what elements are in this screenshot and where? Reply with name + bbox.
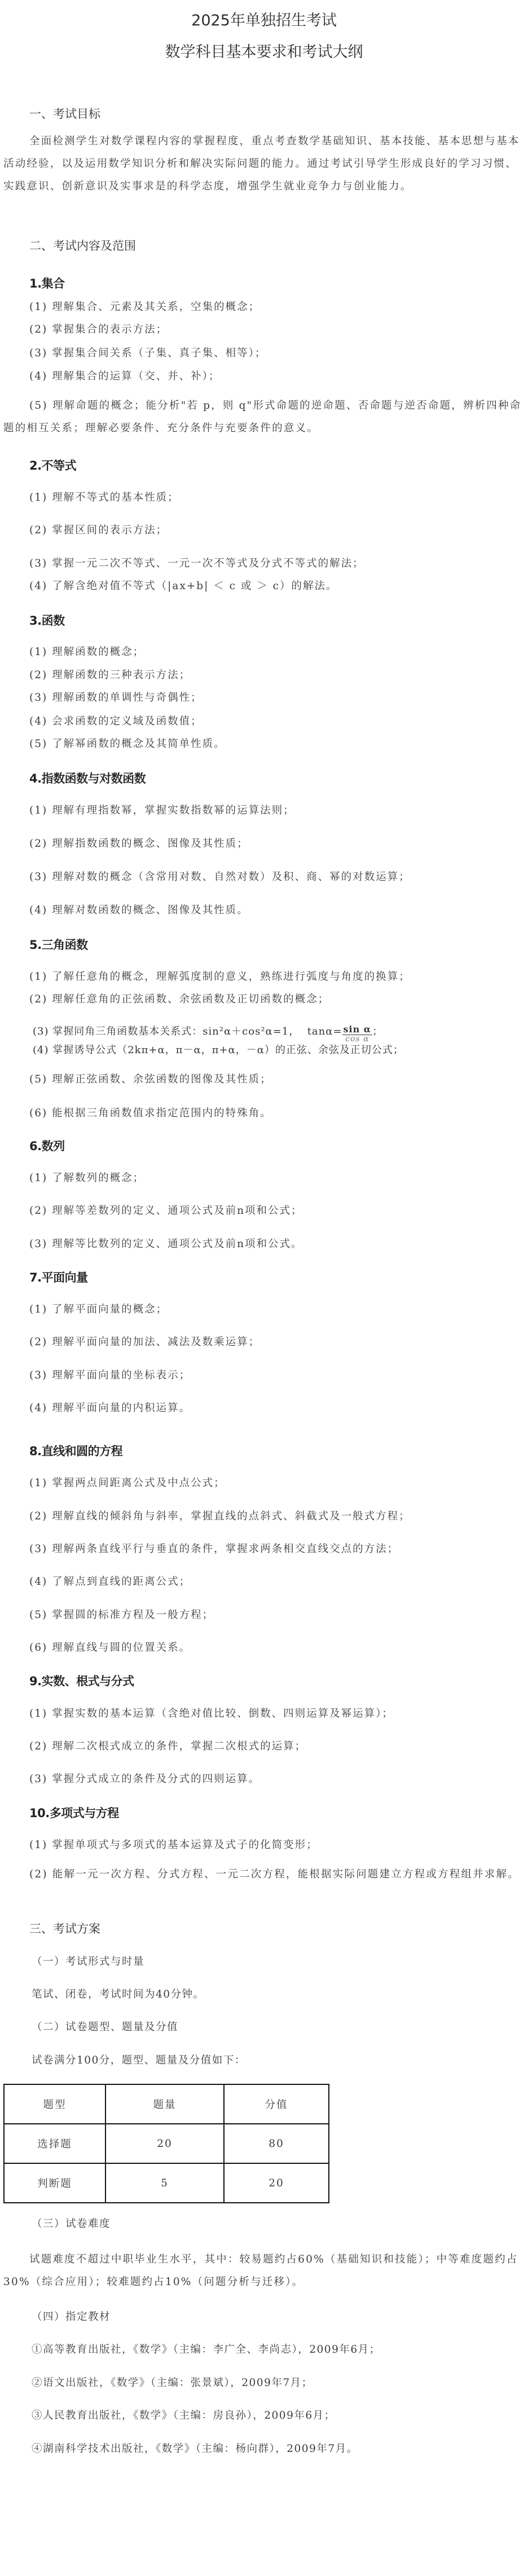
- subsection-heading-question-types: （二）试卷题型、题量及分值: [32, 2021, 179, 2033]
- formula-tan-lhs: tanα=: [307, 1026, 342, 1037]
- score-intro-text: 试卷满分100分，题型、题量及分值如下：: [32, 2054, 246, 2066]
- topic-title-polynomials: 10.多项式与方程: [29, 1806, 119, 1820]
- document-title-line1: 2025年单独招生考试: [191, 12, 337, 29]
- topic-item: (3) 理解对数的概念（含常用对数、自然对数）及积、商、幂的对数运算；: [29, 871, 411, 883]
- topic-item: (6) 能根据三角函数值求指定范围内的特殊角。: [29, 1107, 272, 1119]
- difficulty-paragraph: 试题难度不超过中职毕业生水平，其中：较易题约占60%（基础知识和技能）；中等难度题约占30%（综合应用）；较难题约占10%（问题分析与迁移）。: [3, 2254, 518, 2288]
- topic-item: (1) 掌握单项式与多项式的基本运算及式子的化简变形；: [29, 1839, 318, 1851]
- topic-item: (5) 掌握圆的标准方程及一般方程；: [29, 1609, 214, 1621]
- topic-item: (1) 理解有理指数幂，掌握实数指数幂的运算法则；: [29, 805, 295, 816]
- topic-item: (4) 理解对数函数的概念、图像及其性质。: [29, 904, 249, 916]
- subsection-heading-textbooks: （四）指定教材: [32, 2311, 111, 2323]
- section-heading-plan: 三、考试方案: [29, 1922, 100, 1936]
- topic-item: (3) 理解平面向量的坐标表示；: [29, 1369, 191, 1381]
- objective-paragraph: 全面检测学生对数学课程内容的掌握程度，重点考查数学基础知识、基本技能、基本思想与基本活动经验，以及运用数学知识分析和解决实际问题的能力。通过考试引导学生形成良好的学习习惯、实践意识、创新意识及实事求是的科学态度，增强学生就业竞争力与创业能力。: [3, 135, 520, 192]
- topic-item: (1) 了解平面向量的概念；: [29, 1304, 168, 1315]
- topic-title-lines-circles: 8.直线和圆的方程: [29, 1444, 123, 1458]
- section-heading-objective: 一、考试目标: [29, 107, 100, 121]
- topic-item: (3) 掌握集合间关系（子集、真子集、相等）；: [29, 347, 267, 359]
- topic-title-inequalities: 2.不等式: [29, 459, 77, 472]
- document-title-line2: 数学科目基本要求和考试大纲: [165, 43, 363, 61]
- table-row: [4, 2124, 329, 2163]
- topic-item: (4) 理解集合的运算（交、并、补）；: [29, 370, 221, 382]
- topic-title-sequences: 6.数列: [29, 1139, 65, 1153]
- formula-tail: ；: [372, 1026, 384, 1037]
- subsection-heading-difficulty: （三）试卷难度: [32, 2218, 111, 2230]
- topic-item: (2) 掌握集合的表示方法；: [29, 324, 168, 335]
- textbook-item: ④湖南科学技术出版社，《数学》（主编：杨向群），2009年7月。: [32, 2443, 358, 2455]
- table-row: [4, 2163, 329, 2203]
- topic-item: (3) 理解等比数列的定义、通项公式及前n项和公式。: [29, 1238, 303, 1250]
- table-header-row: [4, 2084, 329, 2124]
- textbook-item: ②语文出版社，《数学》（主编：张景斌），2009年7月；: [32, 2377, 313, 2389]
- table-header-cell: 分值: [224, 2084, 329, 2124]
- table-cell: 20: [224, 2163, 329, 2203]
- topic-item: (5) 理解正弦函数、余弦函数的图像及其性质；: [29, 1073, 272, 1085]
- topic-item-long: (2) 能解一元一次方程、分式方程、一元二次方程，能根据实际问题建立方程或方程组并求解。: [29, 1868, 520, 1880]
- topic-item: (1) 了解数列的概念；: [29, 1172, 145, 1184]
- topic-item: (5) 了解幂函数的概念及其简单性质。: [29, 738, 226, 750]
- topic-item: (3) 掌握一元二次不等式、一元一次不等式及分式不等式的解法；: [29, 558, 364, 569]
- textbook-item: ①高等教育出版社，《数学》（主编：李广全、李尚志），2009年6月；: [32, 2344, 381, 2356]
- topic-item: (6) 理解直线与圆的位置关系。: [29, 1642, 191, 1654]
- exam-format-text: 笔试、闭卷，考试时间为40分钟。: [32, 1989, 205, 2000]
- table-cell: 20: [105, 2124, 224, 2163]
- topic-item: (1) 掌握实数的基本运算（含绝对值比较、倒数、四则运算及幂运算）；: [29, 1708, 394, 1720]
- table-header-cell: 题量: [105, 2084, 224, 2124]
- fraction-numerator: sin α: [343, 1024, 372, 1035]
- topic-item: (2) 掌握区间的表示方法；: [29, 524, 168, 536]
- topic-item: (4) 了解点到直线的距离公式；: [29, 1576, 191, 1588]
- topic-title-real-numbers: 9.实数、根式与分式: [29, 1674, 134, 1688]
- table-header-cell: 题型: [4, 2084, 105, 2124]
- subsection-heading-format: （一）考试形式与时量: [32, 1956, 145, 1968]
- topic-item: (2) 理解任意角的正弦函数、余弦函数及正切函数的概念；: [29, 993, 330, 1005]
- topic-item: (2) 理解直线的倾斜角与斜率，掌握直线的点斜式、斜截式及一般式方程；: [29, 1510, 411, 1522]
- topic-item: (1) 理解函数的概念；: [29, 646, 145, 658]
- table-cell: 5: [105, 2163, 224, 2203]
- score-table: [3, 2084, 329, 2203]
- topic-title-functions: 3.函数: [29, 614, 65, 628]
- table-cell: 判断题: [4, 2163, 105, 2203]
- topic-item: (1) 理解不等式的基本性质；: [29, 492, 179, 503]
- topic-item: (4) 了解含绝对值不等式（|ax+b| ＜ c 或 ＞ c）的解法。: [29, 580, 338, 592]
- topic-item: (4) 会求函数的定义域及函数值；: [29, 715, 203, 727]
- topic-title-sets: 1.集合: [29, 277, 65, 290]
- topic-item: (1) 了解任意角的概念，理解弧度制的意义，熟练进行弧度与角度的换算；: [29, 971, 411, 983]
- topic-item: (3) 理解函数的单调性与奇偶性；: [29, 692, 203, 704]
- table-cell: 选择题: [4, 2124, 105, 2163]
- topic-item: (1) 掌握两点间距离公式及中点公式；: [29, 1477, 226, 1489]
- topic-item: (1) 理解集合、元素及其关系，空集的概念；: [29, 301, 261, 313]
- topic-title-trig: 5.三角函数: [29, 938, 88, 952]
- topic-item-long: (5) 理解命题的概念；能分析"若 p，则 q"形式命题的逆命题、否命题与逆否命题，辨析四种命题的相互关系；理解必要条件、充分条件与充要条件的意义。: [3, 400, 522, 434]
- formula-label: (3) 掌握同角三角函数基本关系式：: [33, 1026, 203, 1037]
- topic-title-exp-log: 4.指数函数与对数函数: [29, 772, 146, 785]
- topic-item: (2) 理解等差数列的定义、通项公式及前n项和公式；: [29, 1205, 303, 1217]
- topic-item: (2) 理解函数的三种表示方法；: [29, 669, 191, 681]
- trig-identity-formula: [33, 1023, 384, 1044]
- topic-item: (3) 掌握分式成立的条件及分式的四则运算。: [29, 1773, 261, 1785]
- topic-item: (3) 理解两条直线平行与垂直的条件，掌握求两条相交直线交点的方法；: [29, 1543, 399, 1555]
- topic-item: (2) 理解指数函数的概念、图像及其性质；: [29, 838, 249, 850]
- formula-identity: sin²α＋cos²α=1，: [203, 1026, 300, 1037]
- textbook-item: ③人民教育出版社，《数学》（主编：房良孙），2009年6月；: [32, 2410, 336, 2422]
- formula-fraction: [342, 1024, 373, 1044]
- topic-title-vectors: 7.平面向量: [29, 1271, 88, 1284]
- topic-item: (4) 掌握诱导公式（2kπ+α，π－α，π+α，－α）的正弦、余弦及正切公式；: [33, 1044, 404, 1056]
- topic-item: (4) 理解平面向量的内积运算。: [29, 1402, 191, 1414]
- fraction-denominator: cos α: [345, 1035, 369, 1044]
- table-cell: 80: [224, 2124, 329, 2163]
- section-heading-content: 二、考试内容及范围: [29, 239, 136, 253]
- topic-item: (2) 理解二次根式成立的条件，掌握二次根式的运算；: [29, 1740, 307, 1752]
- topic-item: (2) 理解平面向量的加法、减法及数乘运算；: [29, 1336, 261, 1348]
